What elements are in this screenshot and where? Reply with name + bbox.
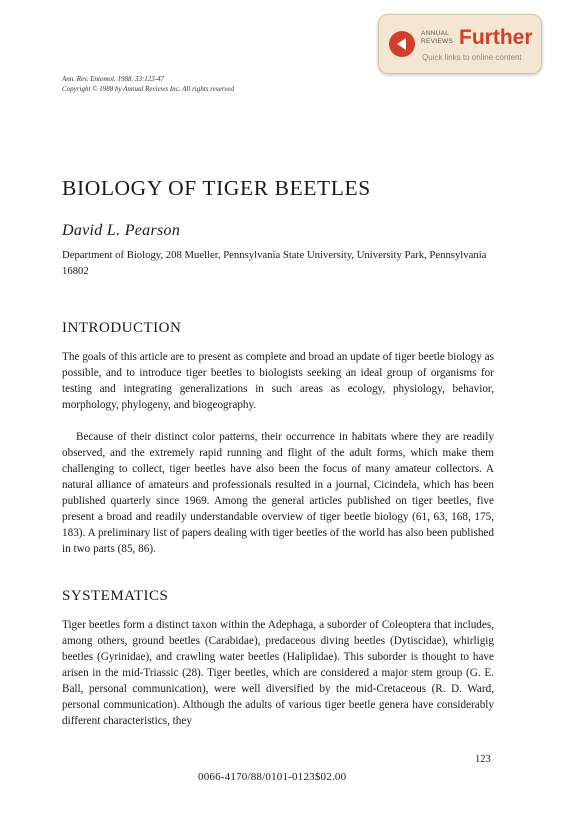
badge-further-word: Further: [459, 26, 533, 49]
article-code: 0066-4170/88/0101-0123$02.00: [198, 771, 347, 783]
further-badge[interactable]: [378, 14, 542, 74]
badge-subtitle: Quick links to online content: [422, 53, 522, 62]
journal-citation: Ann. Rev. Entomol. 1988. 33:123-47: [62, 75, 165, 83]
author-affiliation: Department of Biology, 208 Mueller, Pennsylvania State University, University Park, Pennsylvania 16802: [62, 249, 487, 277]
copyright-line: Copyright © 1988 by Annual Reviews Inc. All rights reserved: [62, 85, 234, 93]
page-number: 123: [475, 754, 491, 765]
article-title: BIOLOGY OF TIGER BEETLES: [62, 176, 371, 200]
intro-paragraph-1: The goals of this article are to present as complete and broad an update of tiger beetle biology as possible, and to introduce tiger beetles to biologists seeking an ideal group of organisms for testing and integrating generalizations in such areas as ecology, physiology, behavior, morphology, phylogeny, and biogeography.: [62, 351, 494, 411]
heading-introduction: INTRODUCTION: [62, 320, 182, 336]
play-back-icon: [389, 31, 415, 57]
badge-annual: ANNUAL: [421, 30, 450, 37]
intro-paragraph-2: Because of their distinct color patterns, their occurrence in habitats where they are readily observed, and the extremely rapid running and flight of the adult forms, which make them challenging to collect, tiger beetles have also been the focus of many amateur collectors. A natural alliance of amateurs and professionals resulted in a journal, Cicindela, which has been published quarterly since 1969. Among the general articles published on tiger beetles, five present a broad and readily understandable overview of tiger beetle biology (61, 63, 168, 175, 183). A preliminary list of papers dealing with tiger beetles of the world has also been published in two parts (85, 86).: [62, 431, 494, 555]
systematics-paragraph-1: Tiger beetles form a distinct taxon within the Adephaga, a suborder of Coleoptera that includes, among others, ground beetles (Carabidae), predaceous diving beetles (Dytiscidae), whirligig beetles (Gyrinidae), and crawling water beetles (Haliplidae). This suborder is thought to have arisen in the mid-Triassic (28). Tiger beetles, which are considered a major stem group (G. E. Ball, personal communication), were well diversified by the mid-Cretaceous (R. D. Ward, personal communication). Although the adults of various tiger beetle genera have considerably different characteristics, they: [62, 619, 494, 727]
heading-systematics: SYSTEMATICS: [62, 588, 169, 604]
author-name: David L. Pearson: [62, 222, 181, 239]
badge-reviews: REVIEWS: [421, 38, 454, 45]
